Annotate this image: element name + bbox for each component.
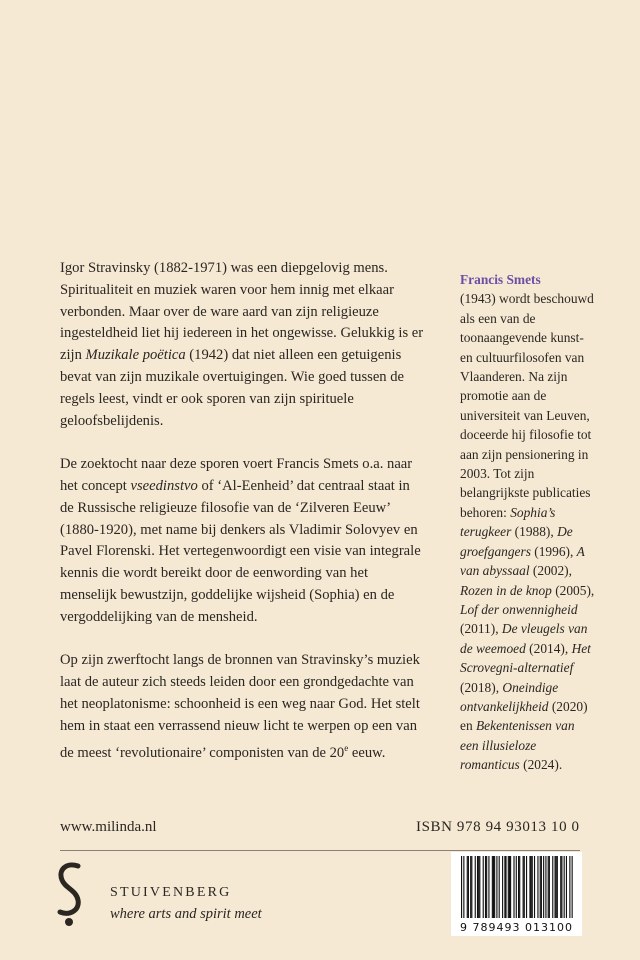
barcode-bar bbox=[493, 856, 494, 918]
barcode-bar bbox=[483, 856, 484, 918]
barcode-bar bbox=[471, 856, 472, 918]
description-paragraph-2: De zoektocht naar deze sporen voert Francis Smets o.a. naar het concept vseedinstvo of ‘Al-Eenheid’ dat centraal staat in de Russische religieuze filosofie van de ‘Zilveren Eeuw’ (1880-1920), met name bij denkers als Vladimir Solovyev en Pavel Florenski. Het vertegenwoordigt een visie van integrale kennis die wordt bereikt door de eenwording van het menselijk bewustzijn, goddelijke wijsheid (Sophia) en de vergoddelijking van de mensheid. bbox=[60, 456, 421, 625]
publication-title: De groefgangers bbox=[460, 524, 573, 559]
barcode-bar bbox=[468, 856, 469, 918]
barcode-bar bbox=[509, 856, 510, 918]
barcode-bar bbox=[519, 856, 520, 918]
barcode-bar bbox=[556, 856, 557, 918]
barcode-bar bbox=[475, 856, 476, 918]
publication-year: (2024). bbox=[519, 757, 563, 773]
publication-list bbox=[460, 505, 594, 772]
barcode-bar bbox=[518, 856, 519, 918]
publisher-name: STUIVENBERG bbox=[110, 885, 232, 900]
barcode-bar bbox=[499, 856, 500, 918]
publication-year: (2014), bbox=[525, 640, 572, 656]
barcode-bar bbox=[504, 856, 505, 918]
isbn-number: ISBN 978 94 93013 10 0 bbox=[416, 819, 580, 835]
barcode-bar bbox=[572, 856, 573, 918]
barcode-bar bbox=[554, 856, 555, 918]
publication-year: (1996), bbox=[530, 543, 577, 559]
author-bio bbox=[460, 270, 596, 775]
barcode-bar bbox=[540, 856, 541, 918]
barcode-bar bbox=[523, 856, 524, 918]
barcode-bar bbox=[470, 856, 471, 918]
publication-year: (2018), bbox=[460, 679, 503, 695]
barcode-bar bbox=[526, 856, 527, 918]
barcode-bar bbox=[531, 856, 532, 918]
publisher-tagline: where arts and spirit meet bbox=[110, 906, 262, 922]
barcode-bar bbox=[477, 856, 478, 918]
description-paragraph-1: Igor Stravinsky (1882-1971) was een diepgelovig mens. Spiritualiteit en muziek waren voor hem innig met elkaar verbonden. Maar over de ware aard van zijn religieuze ingesteldheid liet hij iedereen in het ongewisse. Gelukkig is er zijn Muzikale poëtica (1942) dat niet alleen een getuigenis bevat van zijn muzikale overtuigingen. Wie goed tussen de regels leest, vindt er ook sporen van zijn spirituele geloofsbelijdenis. bbox=[60, 260, 424, 429]
author-bio-text: (1943) wordt beschouwd als een van de toonaangevende kunst- en cultuurfilosofen van Vlaanderen. Na zijn promotie aan de universiteit van Leuven, doceerde hij filosofie tot aan zijn pensionering in 2003. Tot zijn belangrijkste publicaties behoren: bbox=[460, 291, 594, 520]
publication-year: (2011), bbox=[460, 621, 502, 637]
publication-title: Bekentenissen van een illusieloze romanticus bbox=[460, 718, 575, 773]
barcode-bar bbox=[552, 856, 553, 918]
barcode-bar bbox=[561, 856, 562, 918]
barcode-bar bbox=[467, 856, 468, 918]
barcode-bar bbox=[549, 856, 550, 918]
publication-year: (2005), bbox=[551, 582, 595, 598]
barcode-bar bbox=[485, 856, 486, 918]
publication-year: (1988), bbox=[511, 524, 558, 540]
barcode-bar bbox=[479, 856, 480, 918]
barcode-bar bbox=[505, 856, 506, 918]
barcode-bar bbox=[543, 856, 544, 918]
publication-title: De vleugels van de weemoed bbox=[460, 621, 588, 656]
publication-title: A van abyssaal bbox=[460, 543, 585, 579]
barcode-bar bbox=[508, 856, 509, 918]
publication-title: Lof der onwennigheid bbox=[460, 601, 578, 617]
barcode-bar bbox=[502, 856, 503, 918]
book-title-muzikale-poetica: Muzikale poëtica bbox=[85, 347, 186, 364]
barcode-bar bbox=[541, 856, 542, 918]
barcode-bar bbox=[557, 856, 558, 918]
publication-year: (2020) en bbox=[460, 698, 588, 734]
author-name: Francis Smets bbox=[460, 272, 541, 287]
publication-title: Rozen in de knop bbox=[460, 582, 552, 598]
barcode-bar bbox=[486, 856, 487, 918]
barcode-bars bbox=[451, 852, 582, 922]
footer-divider bbox=[60, 850, 580, 851]
barcode-bar bbox=[545, 856, 546, 918]
ordinal-superscript: e bbox=[344, 742, 349, 753]
barcode-bar bbox=[532, 856, 533, 918]
barcode-bar bbox=[537, 856, 538, 918]
barcode-bar bbox=[569, 856, 570, 918]
barcode-bar bbox=[478, 856, 479, 918]
barcode-bar bbox=[461, 856, 462, 918]
barcode-bar bbox=[463, 856, 464, 918]
publisher-website[interactable]: www.milinda.nl bbox=[60, 819, 157, 835]
barcode-bar bbox=[524, 856, 525, 918]
barcode-bar bbox=[492, 856, 493, 918]
barcode-digits: 9 789493 013100 bbox=[460, 921, 573, 934]
isbn-barcode bbox=[451, 852, 582, 936]
barcode-bar bbox=[488, 856, 489, 918]
barcode-bar bbox=[529, 856, 530, 918]
barcode-bar bbox=[494, 856, 495, 918]
barcode-bar bbox=[534, 856, 535, 918]
barcode-bar bbox=[564, 856, 565, 918]
publication-year: (2002), bbox=[529, 563, 572, 579]
barcode-bar bbox=[496, 856, 497, 918]
term-vseedinstvo: vseedinstvo bbox=[130, 477, 198, 494]
barcode-bar bbox=[516, 856, 517, 918]
stuivenberg-logo-icon bbox=[52, 858, 88, 930]
publication-title: Oneindige ontvankelijkheid bbox=[460, 679, 559, 714]
book-description bbox=[60, 258, 426, 786]
barcode-bar bbox=[560, 856, 561, 918]
barcode-bar bbox=[513, 856, 514, 918]
publication-title: Sophia’s terugkeer bbox=[460, 504, 556, 540]
barcode-bar bbox=[566, 856, 567, 918]
barcode-bar bbox=[548, 856, 549, 918]
publication-title: Het Scrovegni-alternatief bbox=[460, 640, 591, 676]
description-paragraph-3: Op zijn zwerftocht langs de bronnen van Stravinsky’s muziek laat de auteur zich steeds leiden door een grondgedachte van het neoplatonisme: schoonheid is een weg naar God. Het stelt hem in staat een verrassend nieuw licht te werpen op een van de meest ‘revolutionaire’ componisten van de 20e eeuw. bbox=[60, 652, 420, 761]
barcode-bar bbox=[510, 856, 511, 918]
